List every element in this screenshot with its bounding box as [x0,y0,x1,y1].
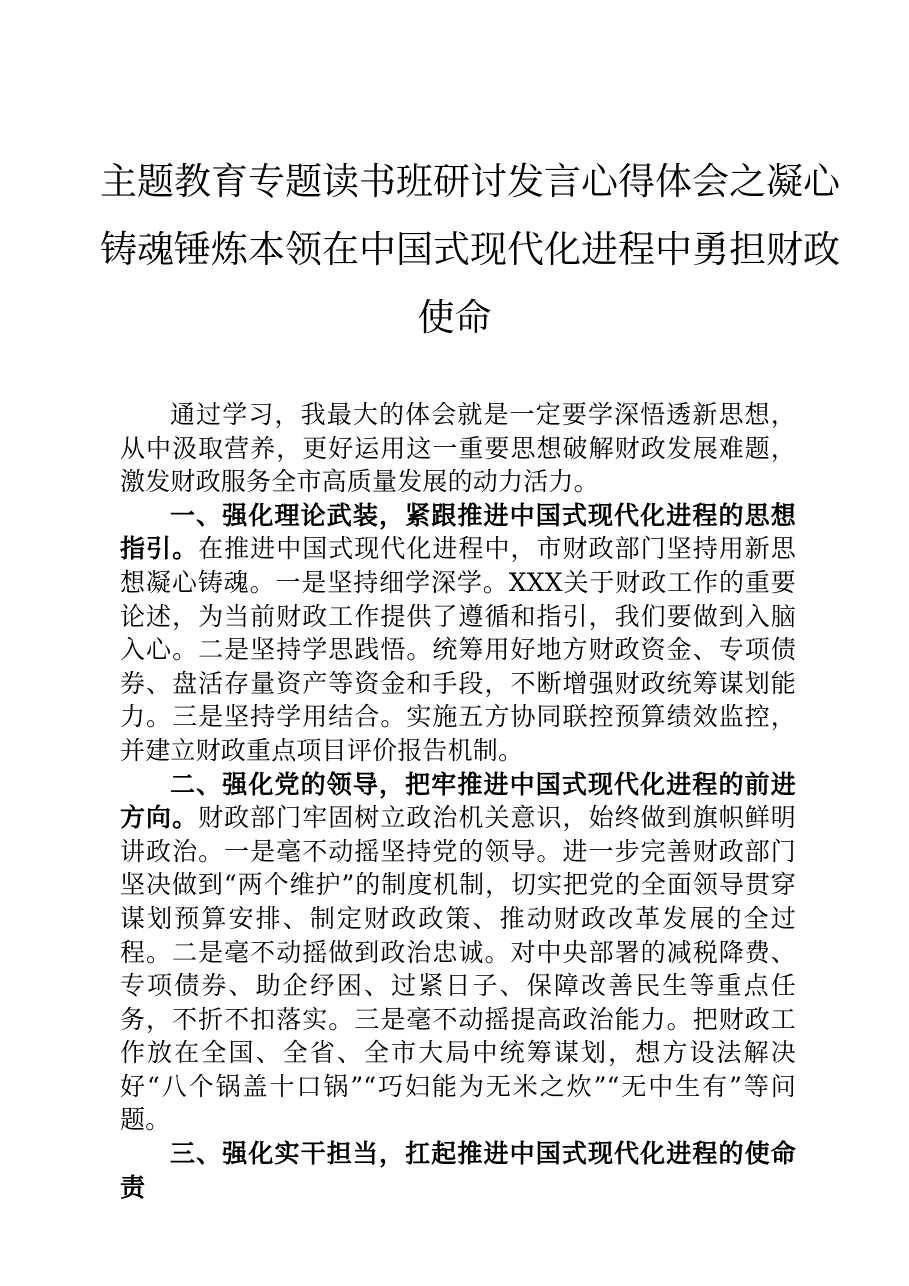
section-2-text: 财政部门牢固树立政治机关意识，始终做到旗帜鲜明讲政治。一是毫不动摇坚持党的领导。进一步完善财政部门坚决做到“两个维护”的制度机制，切实把党的全面领导贯穿谋划预算安排、制定财政政策、推动财政改革发展的全过程。二是毫不动摇做到政治忠诚。对中央部署的减税降费、专项债券、助企纾困、过紧日子、保障改善民生等重点任务，不折不扣落实。三是毫不动摇提高政治能力。把财政工作放在全国、全省、全市大局中统筹谋划，想方设法解决好“八个锅盖十口锅”“巧妇能为无米之炊”“无中生有”等问题。 [120,803,796,1135]
paragraph-text: 通过学习，我最大的体会就是一定要学深悟透新思想，从中汲取营养，更好运用这一重要思想破解财政发展难题，激发财政服务全市高质量发展的动力活力。 [120,400,796,497]
section-2-paragraph [120,768,796,1138]
intro-paragraph [120,398,796,499]
document-title [100,148,840,352]
title-line-1: 主题教育专题读书班研讨发言心得体会之凝心 [100,160,840,203]
section-3-paragraph [120,1137,796,1204]
section-1-heading: 一、强化理论武装，紧跟推进中国式现代化进程的思想指引。 [120,500,796,564]
title-line-2: 铸魂锤炼本领在中国式现代化进程中勇担财政 [100,228,840,271]
section-1-paragraph [120,499,796,768]
section-3-heading: 三、强化实干担当，扛起推进中国式现代化进程的使命责 [120,1139,796,1202]
section-1-text: 在推进中国式现代化进程中，市财政部门坚持用新思想凝心铸魂。一是坚持细学深学。XXX关于财政工作的重要论述，为当前财政工作提供了遵循和指引，我们要做到入脑入心。二是坚持学思践悟。统筹用好地方财政资金、专项债券、盘活存量资产等资金和手段，不断增强财政统筹谋划能力。三是坚持学用结合。实施五方协同联控预算绩效监控，并建立财政重点项目评价报告机制。 [120,534,796,765]
document-body [120,398,796,1204]
title-line-3: 使命 [417,296,492,339]
section-2-heading: 二、强化党的领导，把牢推进中国式现代化进程的前进方向。 [120,769,796,833]
